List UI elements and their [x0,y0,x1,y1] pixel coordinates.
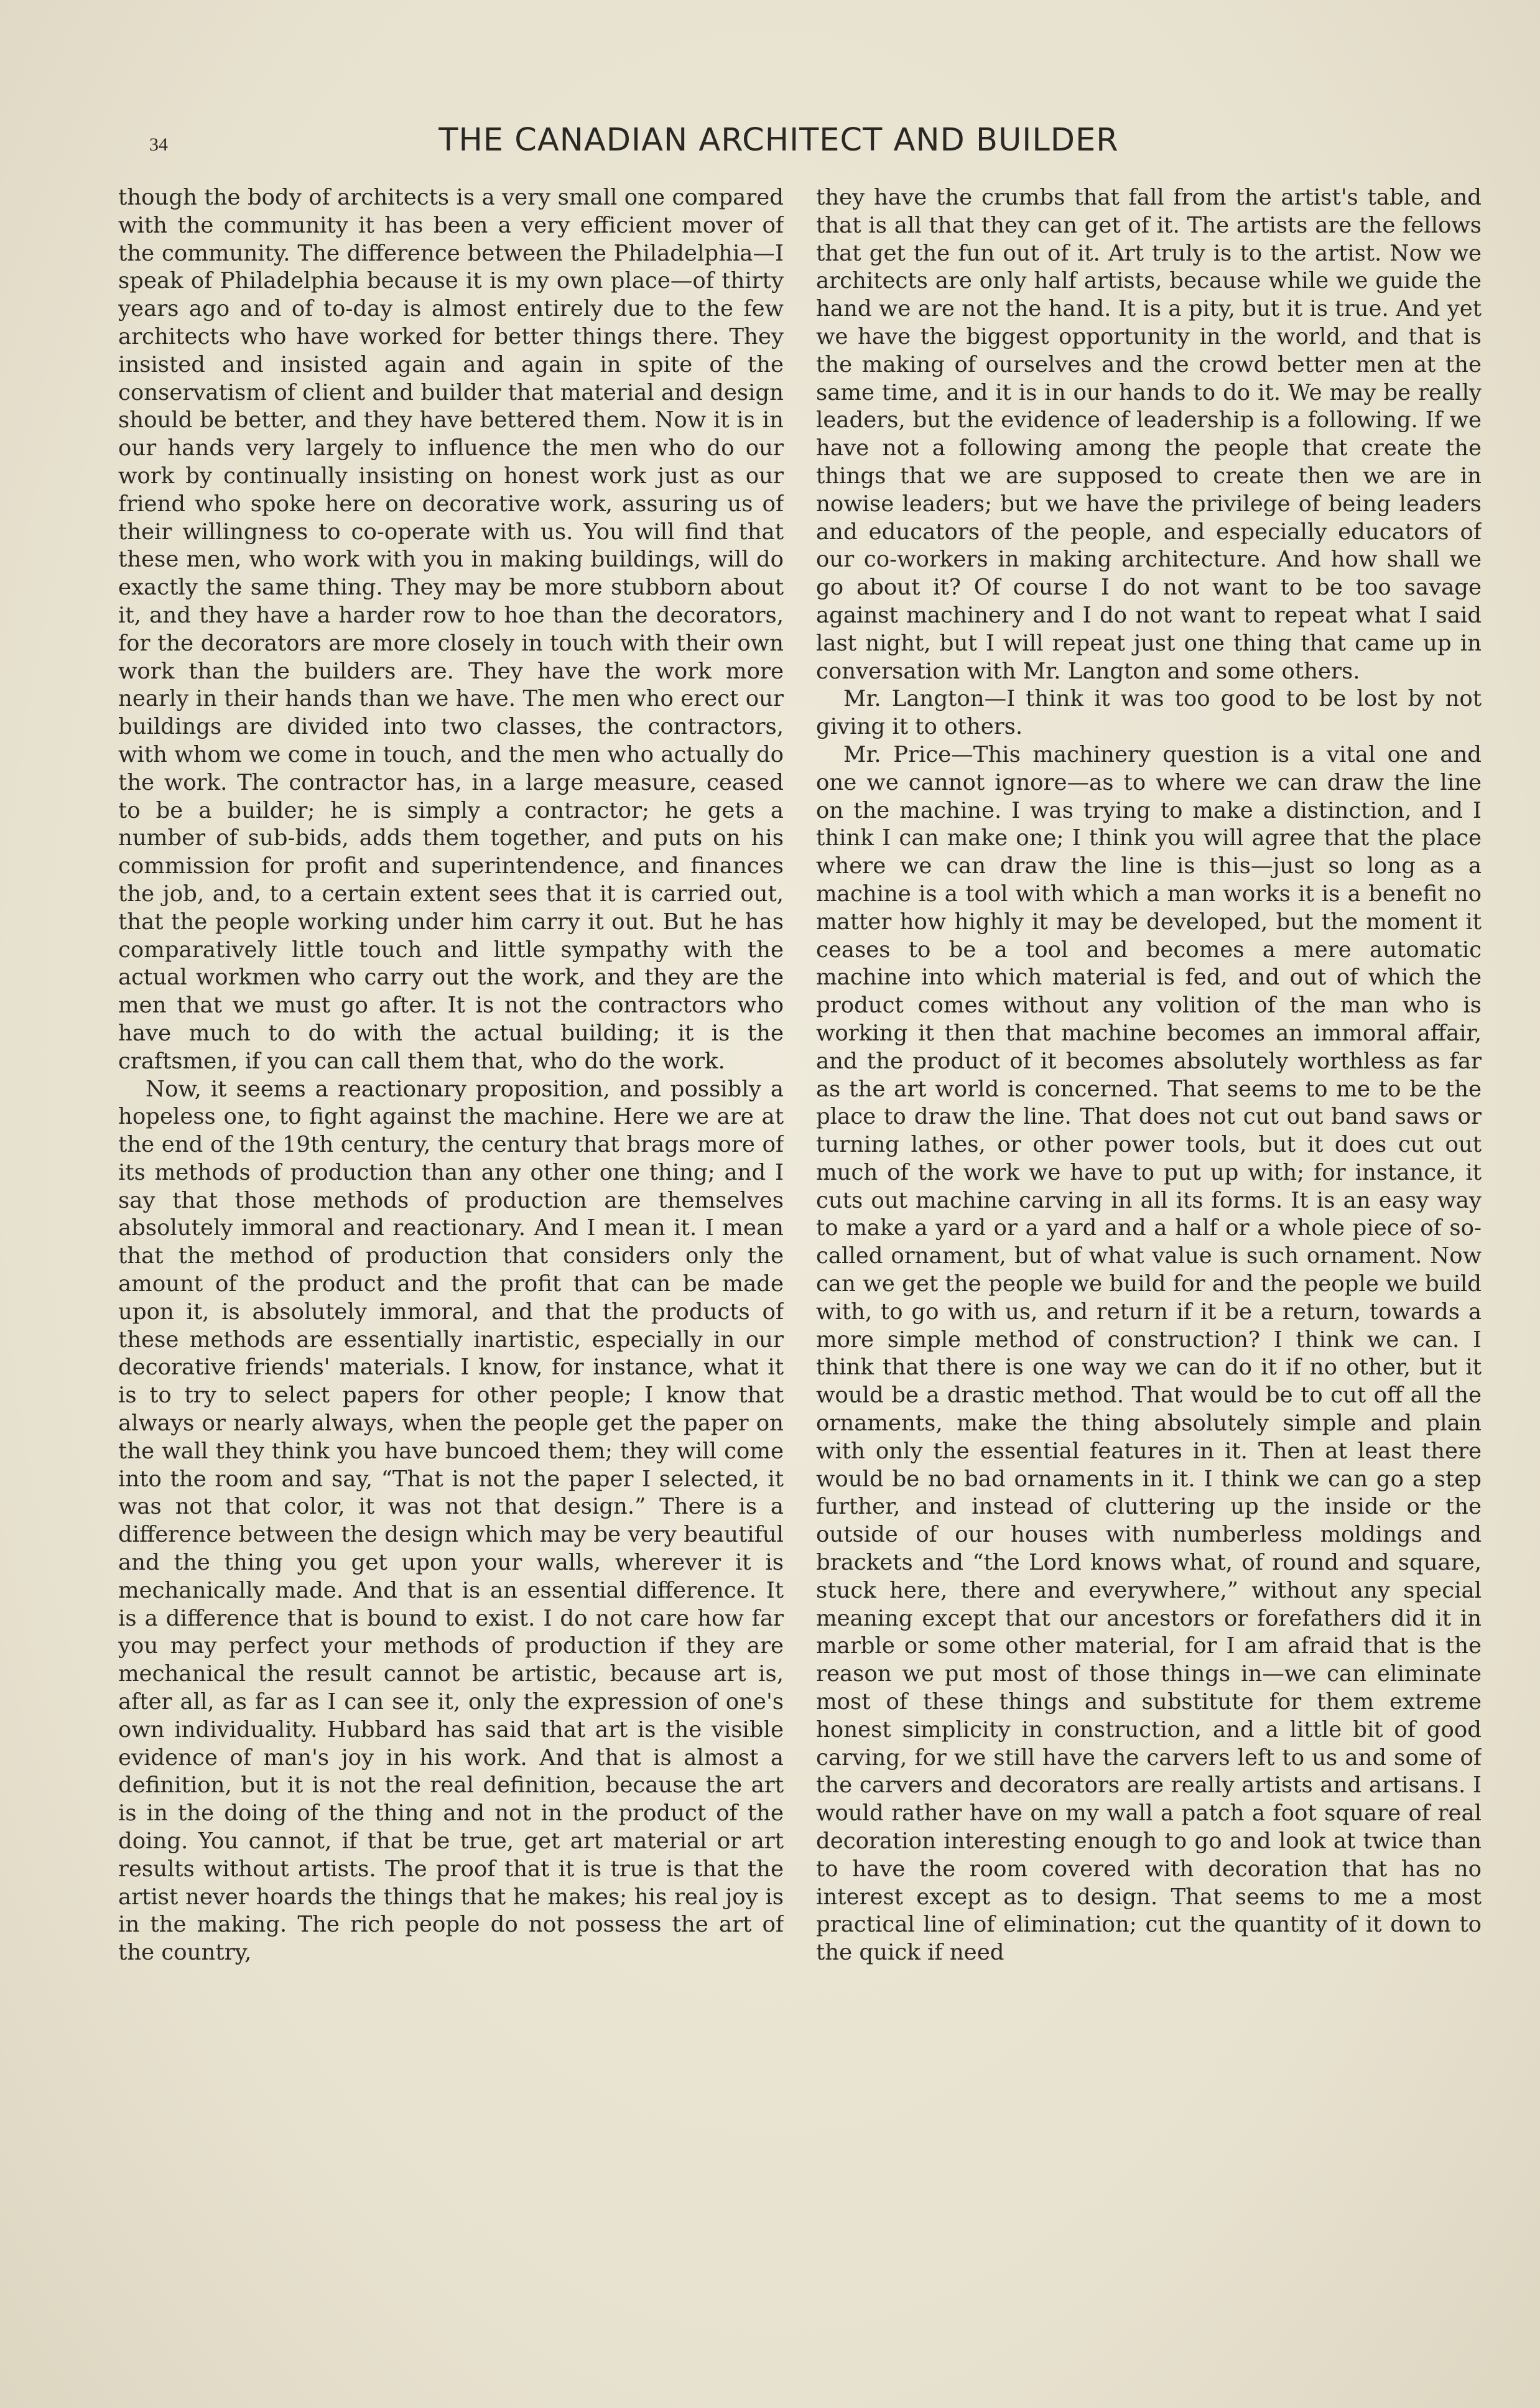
running-title: THE CANADIAN ARCHITECT AND BUILDER [438,122,1119,159]
right-paragraph-3: Mr. Price—This machinery question is a vital one and one we cannot ignore—as to where we can draw the line on the machine. I was trying to make a distinction, and I think I can make one; I think you will agree that the place where we can draw the line is this—just so long as a machine is a tool with which a man works it is a benefit no matter how highly it may be developed, but the moment it ceases to be a tool and becomes a mere automatic machine into which material is fed, and out of which the product comes without any volition of the man who is working it then that machine becomes an immoral affair, and the product of it becomes absolutely worthless as far as the art world is concerned. That seems to me to be the place to draw the line. That does not cut out band saws or turning lathes, or other power tools, but it does cut out much of the work we have to put up with; for instance, it cuts out machine carving in all its forms. It is an easy way to make a yard or a yard and a half or a whole piece of so-called ornament, but of what value is such ornament. Now can we get the people we build for and the people we build with, to go with us, and return if it be a return, towards a more simple method of construction? I think we can. I think that there is one way we can do it if no other, but it would be a drastic method. That would be to cut off all the ornaments, make the thing absolutely simple and plain with only the essential features in it. Then at least there would be no bad ornaments in it. I think we can go a step further, and instead of cluttering up the inside or the outside of our houses with numberless moldings and brackets and “the Lord knows what, of round and square, stuck here, there and everywhere,” without any special meaning except that our ancestors or forefathers did it in marble or some other material, for I am afraid that is the reason we put most of those things in—we can eliminate most of these things and substitute for them extreme honest simplicity in construction, and a little bit of good carving, for we still have the carvers left to us and some of the carvers and decorators are really artists and artisans. I would rather have on my wall a patch a foot square of real decoration interesting enough to go and look at twice than to have the room covered with decoration that has no interest except as to design. That seems to me a most practical line of elimination; cut the quantity of it down to the quick if need [816,741,1482,1966]
right-column [816,184,1482,2292]
right-paragraph-1: they have the crumbs that fall from the artist's table, and that is all that they can get of it. The artists are the fellows that get the fun out of it. Art truly is to the artist. Now we architects are only half artists, because while we guide the hand we are not the hand. It is a pity, but it is true. And yet we have the biggest opportunity in the world, and that is the making of ourselves and the crowd better men at the same time, and it is in our hands to do it. We may be really leaders, but the evidence of leadership is a following. If we have not a following among the people that create the things that we are supposed to create then we are in nowise leaders; but we have the privilege of being leaders and educators of the people, and especially educators of our co-workers in making architecture. And how shall we go about it? Of course I do not want to be too savage against machinery and I do not want to repeat what I said last night, but I will repeat just one thing that came up in conversation with Mr. Langton and some others. [816,185,1482,684]
page-header [0,0,1540,187]
left-paragraph-2: Now, it seems a reactionary proposition, and possibly a hopeless one, to fight against the machine. Here we are at the end of the 19th century, the century that brags more of its methods of production than any other one thing; and I say that those methods of production are themselves absolutely immoral and reactionary. And I mean it. I mean that the method of production that considers only the amount of the product and the profit that can be made upon it, is absolutely immoral, and that the products of these methods are essentially inartistic, especially in our decorative friends' materials. I know, for instance, what it is to try to select papers for other people; I know that always or nearly always, when the people get the paper on the wall they think you have buncoed them; they will come into the room and say, “That is not the paper I selected, it was not that color, it was not that design.” There is a difference between the design which may be very beautiful and the thing you get upon your walls, wherever it is mechanically made. And that is an essential difference. It is a difference that is bound to exist. I do not care how far you may perfect your methods of production if they are mechanical the result cannot be artistic, because art is, after all, as far as I can see it, only the expression of one's own individuality. Hubbard has said that art is the visible evidence of man's joy in his work. And that is almost a definition, but it is not the real definition, because the art is in the doing of the thing and not in the product of the doing. You cannot, if that be true, get art material or art results without artists. The proof that it is true is that the artist never hoards the things that he makes; his real joy is in the making. The rich people do not possess the art of the country, [118,1076,784,1966]
right-paragraph-2: Mr. Langton—I think it was too good to be lost by not giving it to others. [816,686,1482,740]
page-number: 34 [149,134,168,155]
left-column [118,184,784,2292]
left-paragraph-1: though the body of architects is a very small one compared with the community it has been a very efficient mover of the community. The difference between the Philadelphia—I speak of Philadelphia because it is my own place—of thirty years ago and of to-day is almost entirely due to the few architects who have worked for better things there. They insisted and insisted again and again in spite of the conservatism of client and builder that material and design should be better, and they have bettered them. Now it is in our hands very largely to influence the men who do our work by continually insisting on honest work just as our friend who spoke here on decorative work, assuring us of their willingness to co-operate with us. You will find that these men, who work with you in making buildings, will do exactly the same thing. They may be more stubborn about it, and they have a harder row to hoe than the decorators, for the decorators are more closely in touch with their own work than the builders are. They have the work more nearly in their hands than we have. The men who erect our buildings are divided into two classes, the contractors, with whom we come in touch, and the men who actually do the work. The contractor has, in a large measure, ceased to be a builder; he is simply a contractor; he gets a number of sub-bids, adds them together, and puts on his commission for profit and superintendence, and finances the job, and, to a certain extent sees that it is carried out, that the people working under him carry it out. But he has comparatively little touch and little sympathy with the actual workmen who carry out the work, and they are the men that we must go after. It is not the contractors who have much to do with the actual building; it is the craftsmen, if you can call them that, who do the work. [118,185,784,1074]
